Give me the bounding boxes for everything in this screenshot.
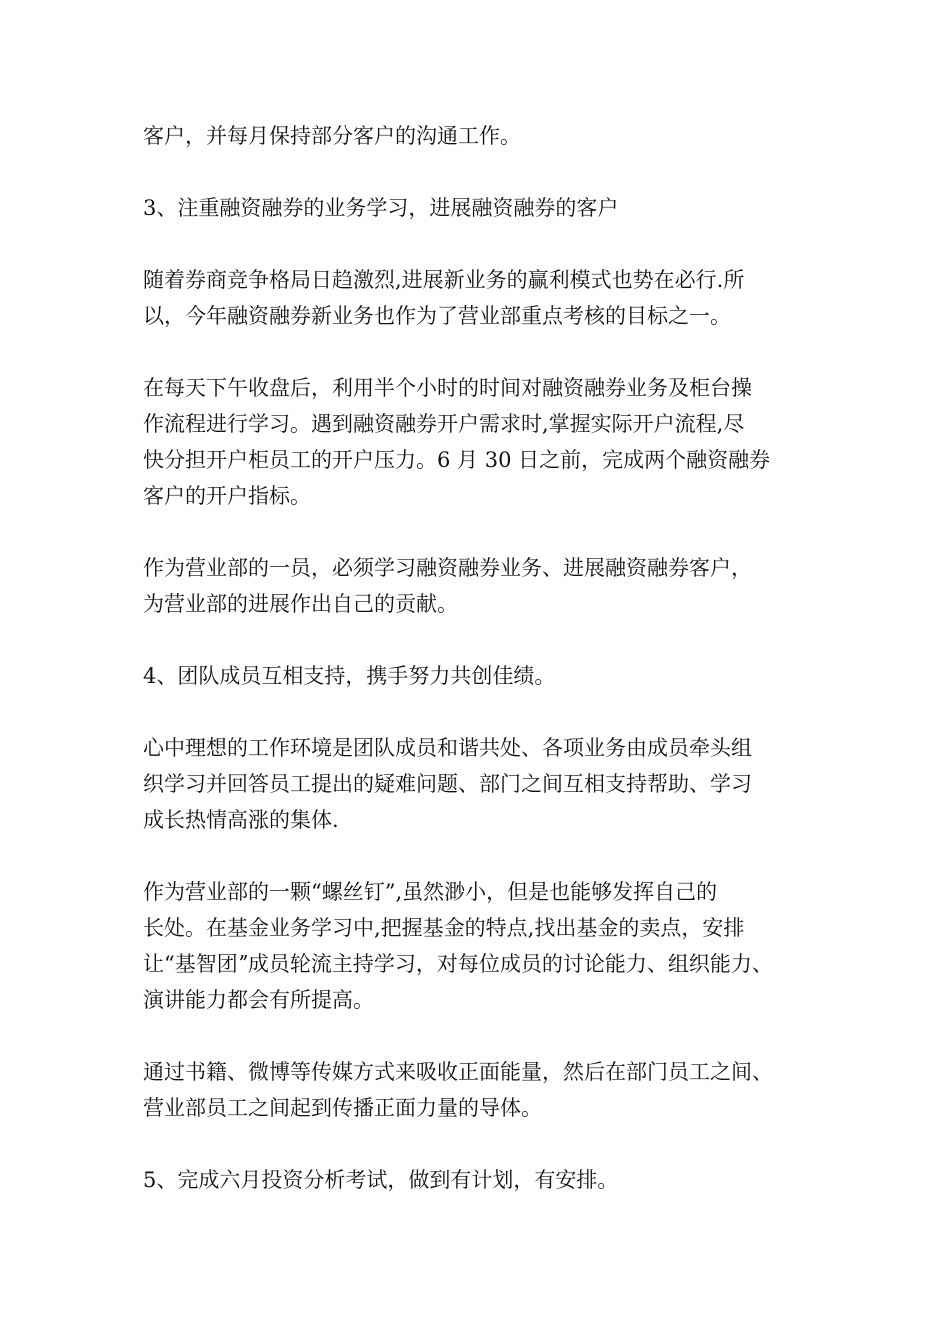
text-line: 作为营业部的一员，必须学习融资融券业务、进展融资融券客户，	[143, 556, 752, 580]
text-line: 心中理想的工作环境是团队成员和谐共处、各项业务由成员牵头组	[143, 736, 752, 760]
text-line: 作为营业部的一颗“螺丝钉”,虽然渺小，但是也能够发挥自己的	[143, 880, 718, 904]
text-line: 快分担开户柜员工的开户压力。6 月 30 日之前，完成两个融资融券	[143, 448, 771, 472]
text-line: 成长热情高涨的集体.	[143, 808, 339, 832]
document-body	[143, 118, 833, 1234]
text-line: 织学习并回答员工提出的疑难问题、部门之间互相支持帮助、学习	[143, 772, 752, 796]
heading-team-support	[143, 658, 833, 694]
text-line: 客户的开户指标。	[143, 484, 311, 508]
paragraph-daily-study	[143, 370, 833, 514]
text-line: 在每天下午收盘后，利用半个小时的时间对融资融券业务及柜台操	[143, 376, 752, 400]
text-line: 4、团队成员互相支持，携手努力共创佳绩。	[143, 664, 556, 688]
text-line: 通过书籍、微博等传媒方式来吸收正面能量，然后在部门员工之间、	[143, 1060, 773, 1084]
heading-june-exam	[143, 1162, 833, 1198]
paragraph-positive-energy	[143, 1054, 833, 1126]
paragraph-competition	[143, 262, 833, 334]
text-line: 5、完成六月投资分析考试，做到有计划，有安排。	[143, 1168, 619, 1192]
text-line: 客户，并每月保持部分客户的沟通工作。	[143, 124, 521, 148]
text-line: 让“基智团ˮ成员轮流主持学习，对每位成员的讨论能力、组织能力、	[143, 952, 773, 976]
text-line: 3、注重融资融券的业务学习，进展融资融券的客户	[143, 196, 619, 220]
text-line: 长处。在基金业务学习中,把握基金的特点,找出基金的卖点，安排	[143, 916, 745, 940]
heading-margin-trading-study	[143, 190, 833, 226]
text-line: 以，今年融资融券新业务也作为了营业部重点考核的目标之一。	[143, 304, 731, 328]
text-line: 营业部员工之间起到传播正面力量的导体。	[143, 1096, 542, 1120]
text-line: 为营业部的进展作出自己的贡献。	[143, 592, 458, 616]
paragraph-client-communication	[143, 118, 833, 154]
text-line: 作流程进行学习。遇到融资融券开户需求时,掌握实际开户流程,尽	[143, 412, 745, 436]
text-line: 随着券商竞争格局日趋激烈,进展新业务的赢利模式也势在必行.所	[143, 268, 745, 292]
paragraph-screw-metaphor	[143, 874, 833, 1018]
text-line: 演讲能力都会有所提高。	[143, 988, 374, 1012]
paragraph-member-duty	[143, 550, 833, 622]
paragraph-ideal-environment	[143, 730, 833, 838]
